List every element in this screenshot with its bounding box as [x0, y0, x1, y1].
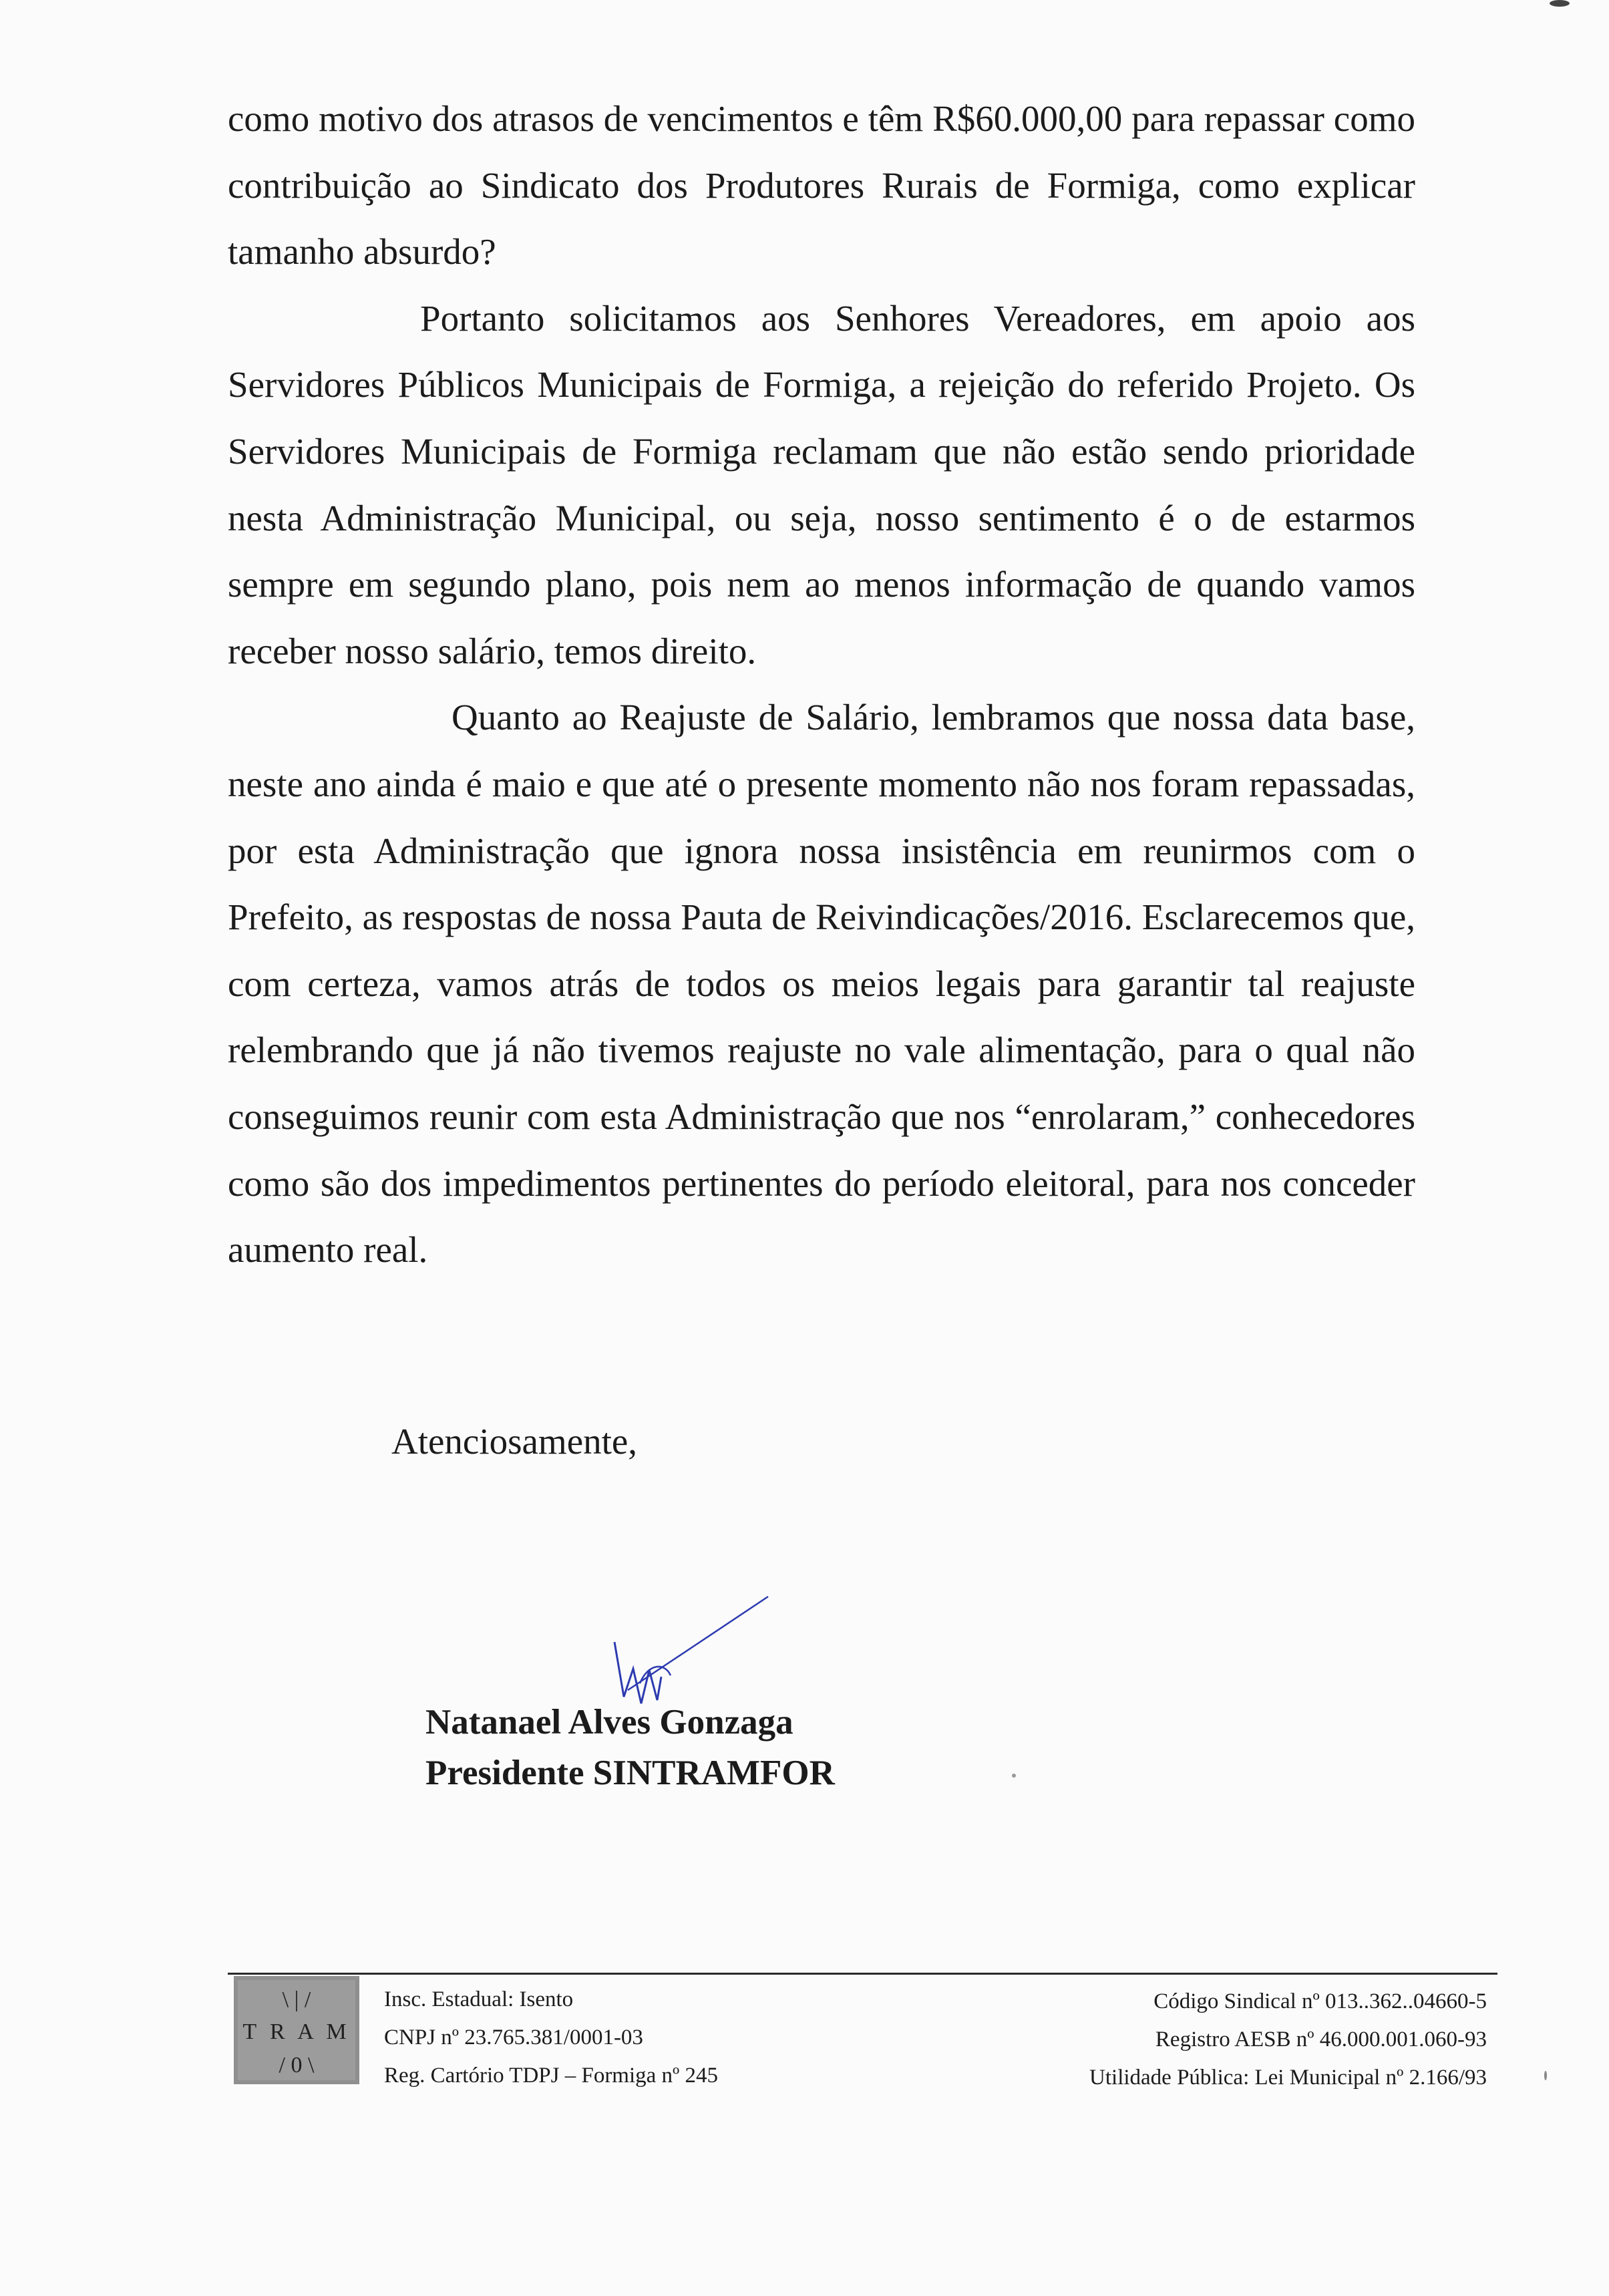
footer-public-utility: Utilidade Pública: Lei Municipal nº 2.166/93 — [1089, 2066, 1487, 2090]
footer-divider — [228, 1973, 1497, 1975]
sintramfor-logo — [234, 1976, 359, 2084]
signer-title: Presidente SINTRAMFOR — [425, 1754, 835, 1792]
paragraph-continuation: como motivo dos atrasos de vencimentos e têm R$60.000,00 para repassar como contribuição ao Sindicato dos Produtores Rurais de Formiga, como explicar tamanho absurdo? — [228, 98, 1415, 273]
footer-aesb-registry: Registro AESB nº 46.000.001.060-93 — [1155, 2027, 1487, 2052]
signer-name: Natanael Alves Gonzaga — [425, 1703, 793, 1742]
footer-union-code: Código Sindical nº 013..362..04660-5 — [1153, 1989, 1487, 2013]
footer-cnpj: CNPJ nº 23.765.381/0001-03 — [384, 2025, 643, 2049]
footer-registry-office: Reg. Cartório TDPJ – Formiga nº 245 — [384, 2064, 719, 2088]
scan-speck — [1544, 2071, 1547, 2080]
signature-block — [425, 1697, 835, 1798]
paragraph-salary-adjustment: Quanto ao Reajuste de Salário, lembramos que nossa data base, neste ano ainda é maio e que até o presente momento não nos foram repassadas, por esta Administração que ignora nossa insistência em reunirmos com o Prefeito, as respostas de nossa Pauta de Reivindicações/2016. Esclarecemos que, com certeza, vamos atrás de todos os meios legais para garantir tal reajuste relembrando que já não tivemos reajuste no vale alimentação, para o qual não conseguimos reunir com esta Administração que nos “enrolaram,” conhecedores como são dos impedimentos pertinentes do período eleitoral, para nos conceder aumento real. — [228, 697, 1415, 1271]
scan-speck — [1550, 0, 1570, 7]
logo-top-marks: \ | / — [282, 1987, 311, 2012]
scan-speck — [1012, 1774, 1016, 1778]
logo-tram-letters: T R A M — [242, 2019, 351, 2044]
footer-registration-right — [1089, 1983, 1487, 2097]
paragraph-request: Portanto solicitamos aos Senhores Vereadores, em apoio aos Servidores Públicos Municipais de Formiga, a rejeição do referido Projeto. Os Servidores Municipais de Formiga reclamam que não estão sendo prioridade nesta Administração Municipal, ou seja, nosso sentimento é o de estarmos sempre em segundo plano, pois nem ao menos informação de quando vamos receber nosso salário, temos direito. — [228, 297, 1415, 671]
logo-bottom-marks: / 0 \ — [279, 2053, 315, 2078]
closing-salutation: Atenciosamente, — [391, 1421, 638, 1462]
footer-state-registration: Insc. Estadual: Isento — [384, 1987, 574, 2011]
letter-body — [228, 86, 1415, 1283]
footer-registration-left — [384, 1981, 718, 2095]
